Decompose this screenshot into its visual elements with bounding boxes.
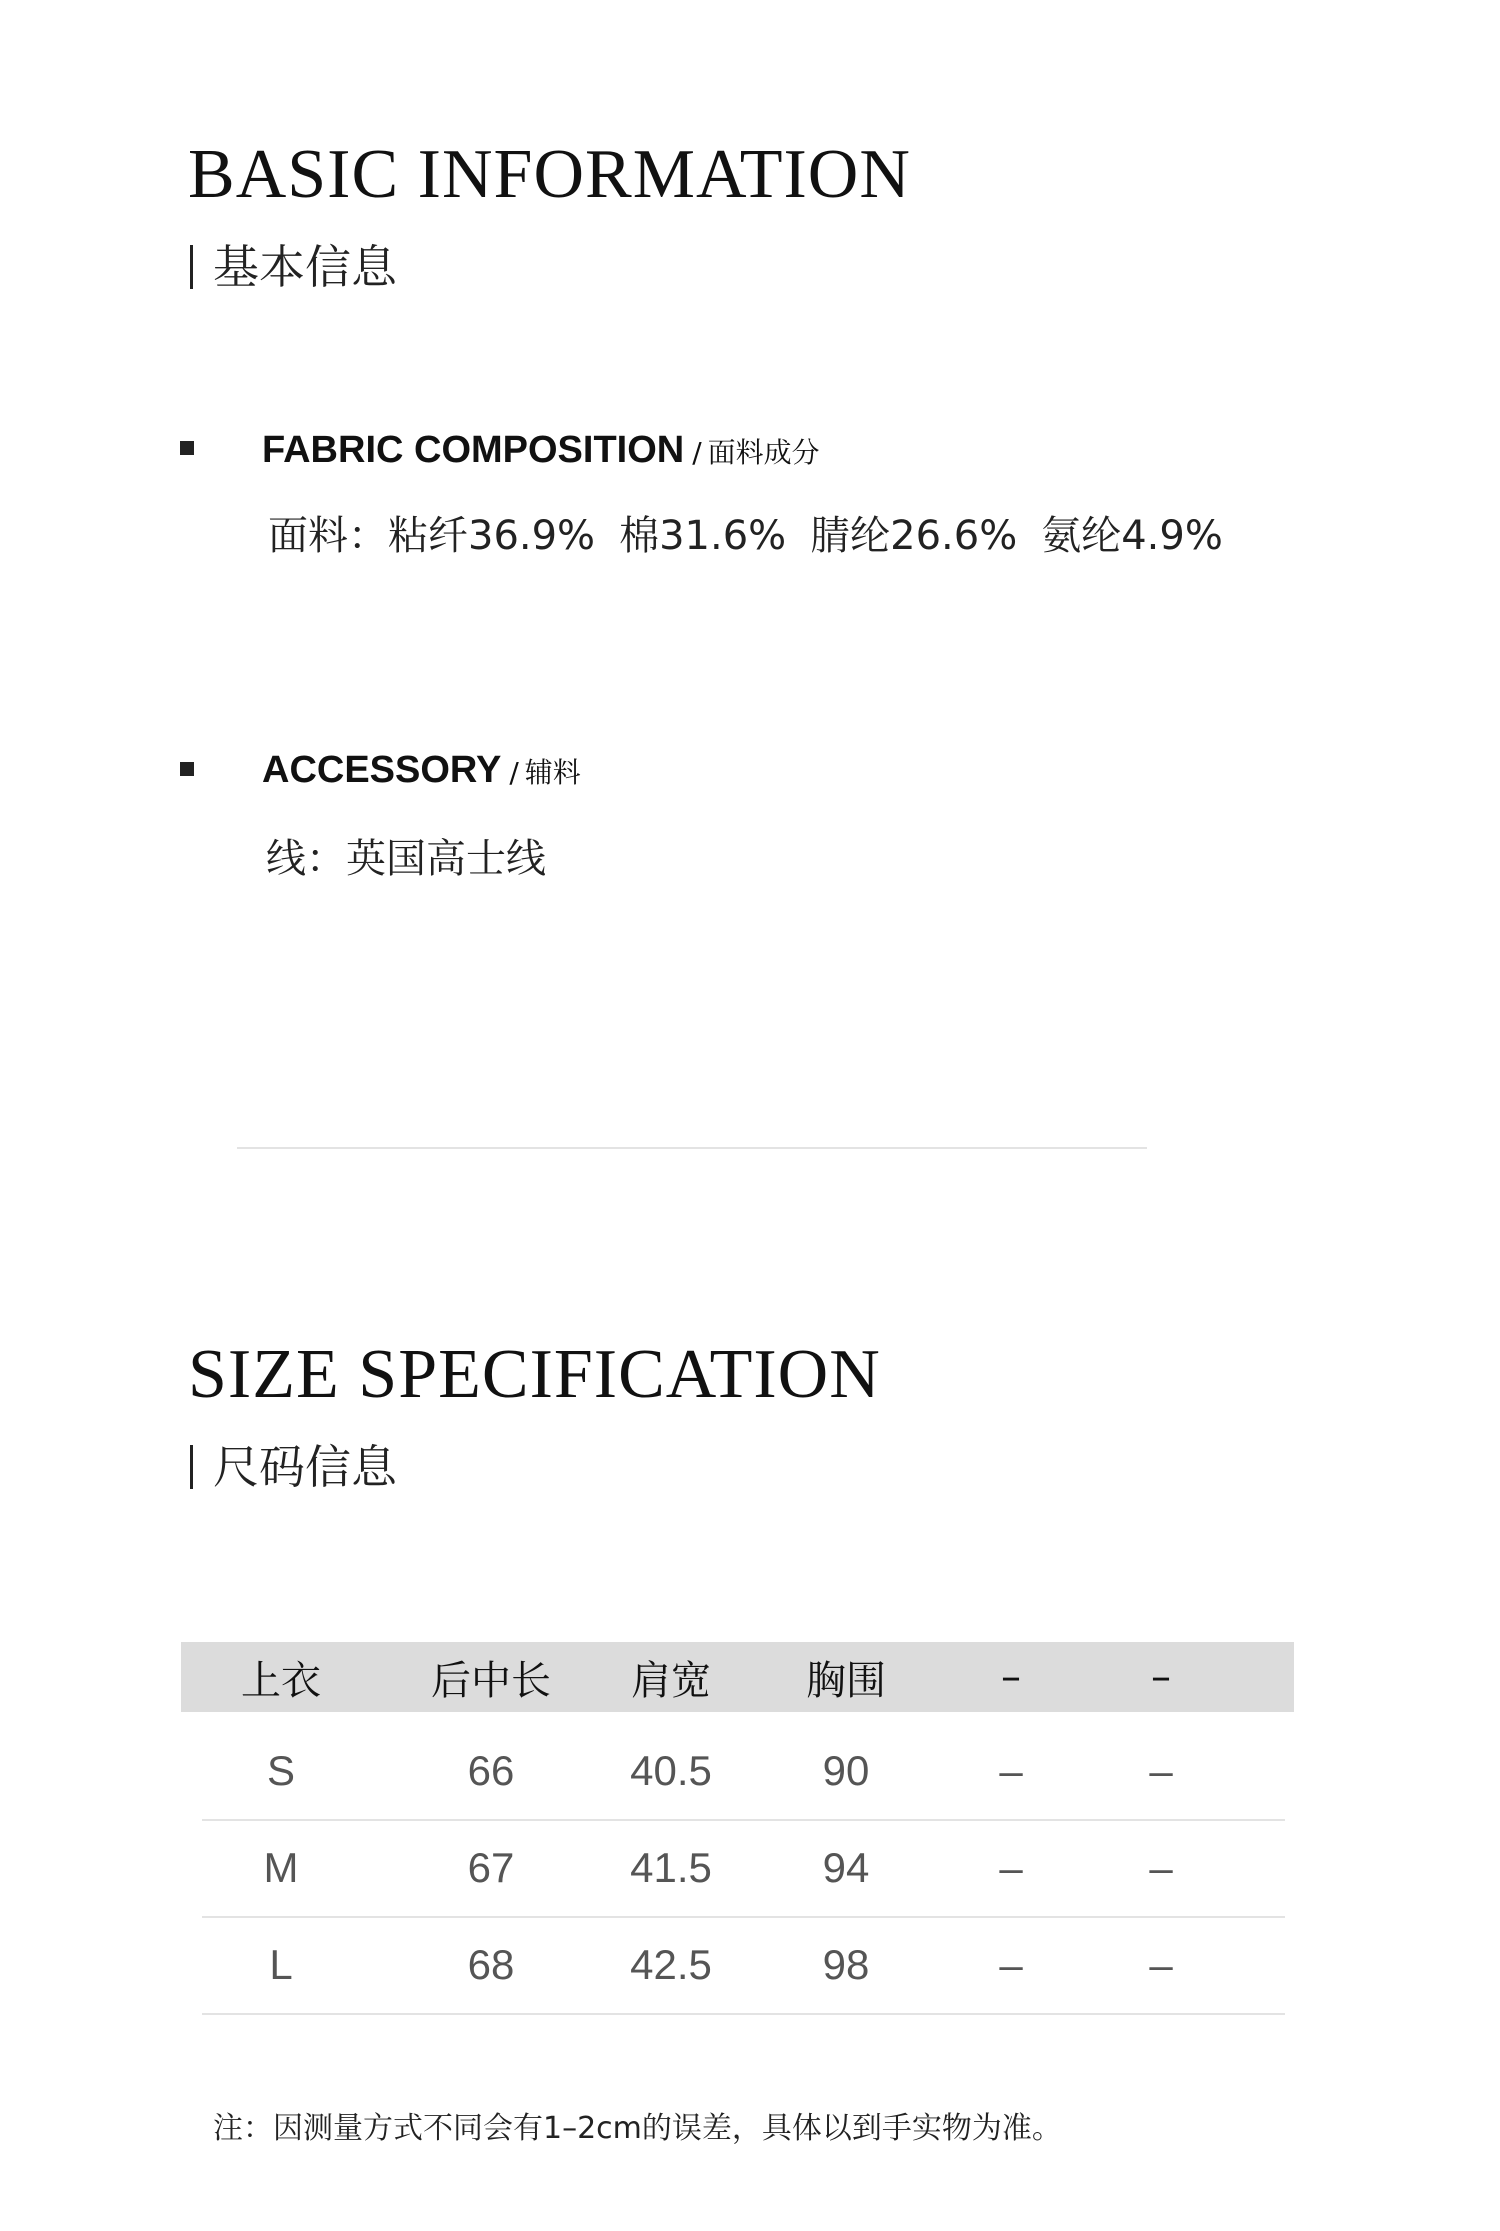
value-cell: – <box>1149 1844 1173 1891</box>
table-row <box>202 1723 1285 1821</box>
basic-info-title: BASIC INFORMATION <box>188 136 911 213</box>
size-cell: S <box>266 1747 295 1794</box>
fabric-component: 氨纶4.9% <box>1041 513 1223 559</box>
table-row <box>202 1917 1285 2015</box>
value-cell: 90 <box>822 1747 870 1794</box>
size-cell: L <box>269 1941 293 1988</box>
fabric-separator: / <box>692 436 702 469</box>
value-cell: – <box>999 1747 1023 1794</box>
header-cell: 后中长 <box>431 1657 551 1704</box>
fabric-component: 棉31.6% <box>619 513 787 559</box>
value-cell: 41.5 <box>630 1844 712 1891</box>
header-cell: – <box>1001 1654 1021 1700</box>
value-cell: 66 <box>467 1747 515 1794</box>
fabric-component: 粘纤36.9% <box>388 513 596 559</box>
accessory-label-en: ACCESSORY <box>262 749 502 791</box>
table-row <box>202 1820 1285 1918</box>
header-cell: 胸围 <box>806 1657 886 1704</box>
header-cell: 上衣 <box>241 1657 321 1704</box>
value-cell: – <box>1149 1747 1173 1794</box>
header-cell: – <box>1151 1654 1171 1700</box>
value-cell: – <box>999 1941 1023 1988</box>
size-spec-subtitle <box>190 1440 397 1494</box>
value-cell: – <box>999 1844 1023 1891</box>
value-cell: 98 <box>822 1941 870 1988</box>
fabric-prefix: 面料： <box>268 513 388 559</box>
bullet-icon <box>180 762 194 776</box>
size-spec-subtitle-text: 尺码信息 <box>213 1440 397 1494</box>
subtitle-bar <box>190 1445 193 1489</box>
fabric-composition <box>268 513 1247 559</box>
bullet-icon <box>180 441 194 455</box>
size-table-header <box>181 1642 1294 1712</box>
value-cell: 68 <box>467 1941 515 1988</box>
fabric-label-cn: 面料成分 <box>707 436 820 469</box>
accessory-heading <box>262 751 581 789</box>
section-divider <box>237 1147 1147 1149</box>
fabric-label-en: FABRIC COMPOSITION <box>262 429 685 471</box>
subtitle-bar <box>190 245 193 289</box>
accessory-text: 线：英国高士线 <box>266 836 546 882</box>
fabric-component: 腈纶26.6% <box>810 513 1018 559</box>
basic-info-subtitle-text: 基本信息 <box>213 240 397 294</box>
value-cell: 42.5 <box>630 1941 712 1988</box>
value-cell: 94 <box>822 1844 870 1891</box>
accessory-separator: / <box>509 756 519 789</box>
size-cell: M <box>263 1844 299 1891</box>
value-cell: 40.5 <box>630 1747 712 1794</box>
basic-info-subtitle <box>190 240 397 294</box>
measurement-note: 注：因测量方式不同会有1–2cm的误差，具体以到手实物为准。 <box>213 2111 1062 2146</box>
fabric-heading <box>262 431 820 469</box>
size-spec-title: SIZE SPECIFICATION <box>188 1336 881 1413</box>
value-cell: – <box>1149 1941 1173 1988</box>
accessory-label-cn: 辅料 <box>524 756 581 789</box>
header-cell: 肩宽 <box>631 1657 711 1704</box>
value-cell: 67 <box>467 1844 515 1891</box>
